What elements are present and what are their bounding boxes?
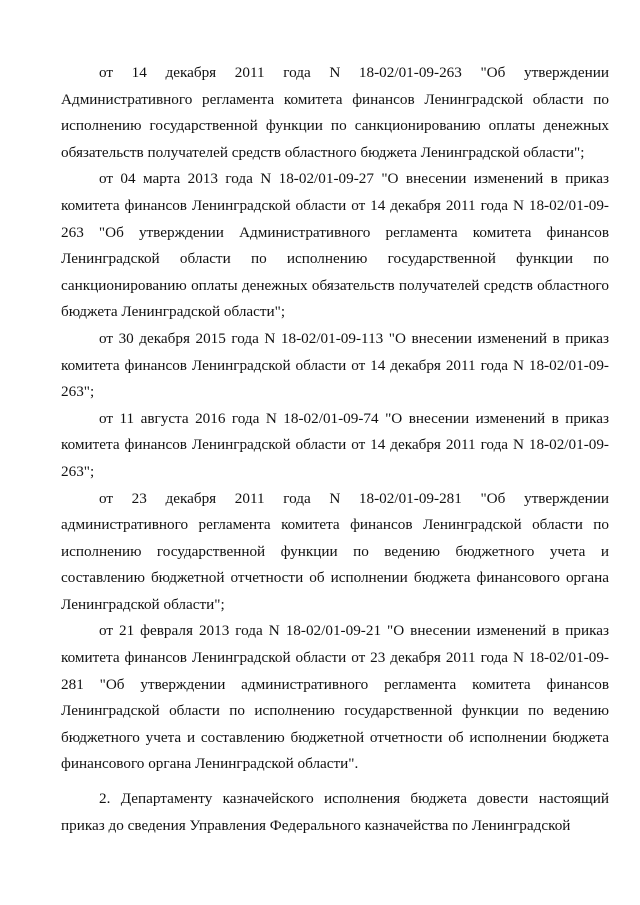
paragraph-item-2: 2. Департаменту казначейского исполнения бюджета довести настоящий приказ до сведения Управления Федерального казначейства по Ленинградской: [61, 790, 609, 834]
paragraph-order-2015-12-30: от 30 декабря 2015 года N 18-02/01-09-113 "О внесении изменений в приказ комитета финансов Ленинградской области от 14 декабря 2011 года N 18-02/01-09-263";: [61, 329, 609, 401]
paragraph-order-2011-12-14: от 14 декабря 2011 года N 18-02/01-09-263 "Об утверждении Административного регламента комитета финансов Ленинградской области по исполнению государственной функции по санкционированию оплаты денежных обязательств получателей средств областного бюджета Ленинградской области";: [61, 64, 609, 161]
document-page: [61, 60, 609, 839]
paragraph-order-2011-12-23: от 23 декабря 2011 года N 18-02/01-09-281 "Об утверждении административного регламента комитета финансов Ленинградской области по исполнению государственной функции по ведению бюджетного учета и составлению бюджетной отчетности об исполнении бюджета финансового органа Ленинградской области";: [61, 489, 609, 613]
paragraph-order-2013-02-21: от 21 февраля 2013 года N 18-02/01-09-21 "О внесении изменений в приказ комитета финансов Ленинградской области от 23 декабря 2011 года N 18-02/01-09-281 "Об утверждении административного регламента комитета финансов Ленинградской области по исполнению государственной функции по ведению бюджетного учета и составлению бюджетной отчетности об исполнении бюджета финансового органа Ленинградской области".: [61, 622, 609, 773]
paragraph-order-2016-08-11: от 11 августа 2016 года N 18-02/01-09-74 "О внесении изменений в приказ комитета финансов Ленинградской области от 14 декабря 2011 года N 18-02/01-09-263";: [61, 409, 609, 480]
paragraph-order-2013-03-04: от 04 марта 2013 года N 18-02/01-09-27 "О внесении изменений в приказ комитета финансов Ленинградской области от 14 декабря 2011 года N 18-02/01-09-263 "Об утверждении Административного регламента комитета финансов Ленинградской области по исполнению государственной функции по санкционированию оплаты денежных обязательств получателей средств областного бюджета Ленинградской области";: [61, 170, 609, 321]
